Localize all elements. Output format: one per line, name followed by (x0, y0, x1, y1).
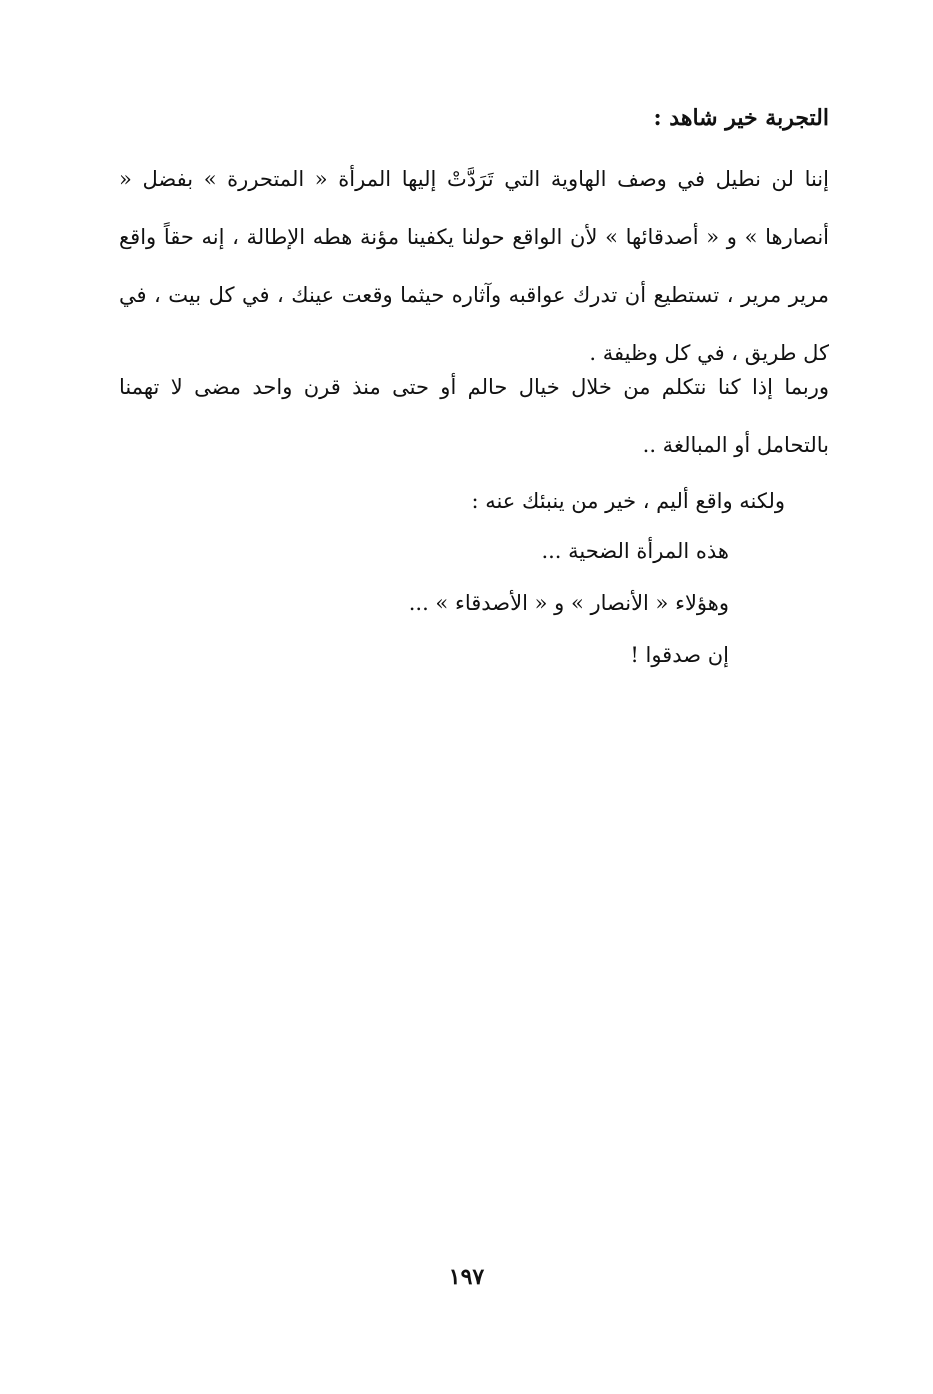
text-line-4: إن صدقوا ! (630, 643, 729, 667)
section-heading: التجربة خير شاهد : (653, 105, 829, 131)
text-line-2: هذه المرأة الضحية ... (541, 539, 729, 563)
paragraph-2: وربما إذا كنا نتكلم من خلال خيال حالم أو حتى منذ قرن واحد مضى لا تهمنا بالتحامل أو المبالغة .. (119, 375, 829, 457)
text-line-1: ولكنه واقع أليم ، خير من ينبئك عنه : (471, 489, 785, 513)
page-number: ١٩٧ (448, 1264, 485, 1290)
paragraph-1: إننا لن نطيل في وصف الهاوية التي تَرَدَّتْ إليها المرأة « المتحررة » بفضل « أنصارها » و « أصدقائها » لأن الواقع حولنا يكفينا مؤنة هطه الإطالة ، إنه حقاً واقع مرير مرير ، تستطيع أن تدرك عواقبه وآثاره حيثما وقعت عينك ، في كل بيت ، في كل طريق ، في كل وظيفة . (119, 167, 829, 365)
text-line-3: وهؤلاء « الأنصار » و « الأصدقاء » ... (408, 591, 729, 615)
